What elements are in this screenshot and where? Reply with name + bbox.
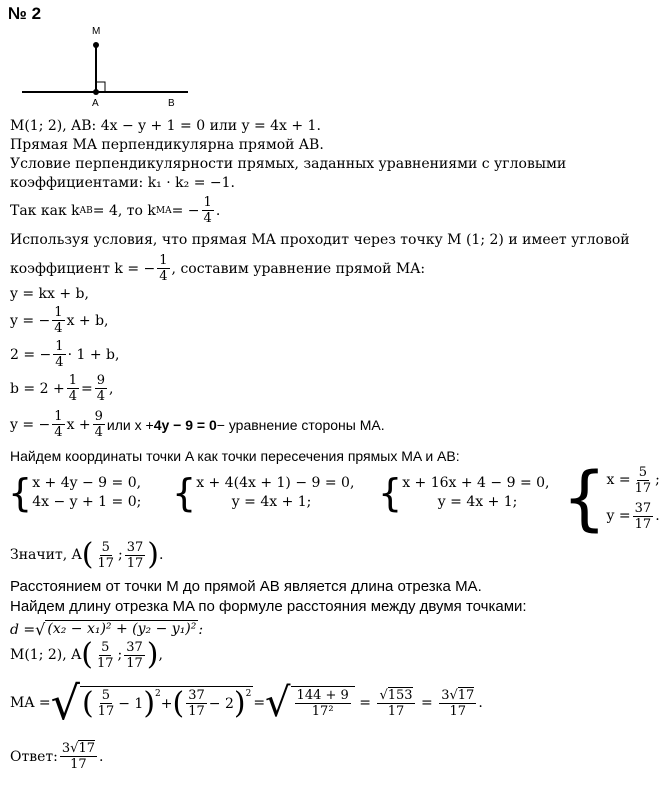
geometry-figure <box>20 20 190 110</box>
point-a-result: Значит, A ( $\frac{5}{17}$ ; $\frac{37}{17}$ ) . <box>10 537 164 572</box>
distance-statement: Расстоянием от точки M до прямой AB является длина отрезка MA. <box>10 578 482 595</box>
eq-final: y = − $\frac{1}{4}$ x + $\frac{9}{4}$ или x + 4y − 9 = 0 − уравнение стороны MA. <box>10 409 385 440</box>
point-a <box>93 89 99 95</box>
point-m <box>93 42 99 48</box>
distance-formula-intro: Найдем длину отрезка MA по формуле расстояния между двумя точками: <box>10 598 527 615</box>
ma-computation: MA = √ ( $\frac{5}{17}$ − 1 ) $^2$ + ( $\frac{37}{17}$ − 2 ) $^2$ = √ $\frac{144 + 9}{\text{17²}}$ = $\frac{√153}{17}$ = $\frac{3√17}{17}$ . <box>10 676 483 730</box>
points-line: M(1; 2), A ( $\frac{5}{17}$ ; $\frac{37}{17}$ ) , <box>10 637 163 672</box>
perpendicular-statement: Прямая MA перпендикулярна прямой AB. <box>10 137 324 153</box>
system-4: { x = $\frac{5}{17}$ ; y = $\frac{37}{17}$ . <box>562 457 660 539</box>
find-coords-line: Найдем координаты точки A как точки пересечения прямых MA и AB: <box>10 448 460 464</box>
slope-line: Так как k AB = 4, то k MA = − $\frac{1}{4}$ . <box>10 195 221 226</box>
given-line: M(1; 2), AB: 4x − y + 1 = 0 или y = 4x + 1. <box>10 118 321 134</box>
using-conditions-line: Используя условия, что прямая MA проходит через точку M (1; 2) и имеет угловой <box>10 232 630 248</box>
condition-line-2: коэффициентами: k₁ · k₂ = −1. <box>10 175 235 191</box>
distance-formula: d = √ (x₂ − x₁)² + (y₂ − y₁)² : <box>10 620 204 639</box>
label-b: B <box>168 98 175 109</box>
eq-point: 2 = − $\frac{1}{4}$ · 1 + b, <box>10 339 120 370</box>
problem-number: № 2 <box>8 4 42 23</box>
answer-line: Ответ: $\frac{3√17}{17}$ . <box>10 741 104 772</box>
eq-b: b = 2 + $\frac{1}{4}$ = $\frac{9}{4}$ , <box>10 373 114 404</box>
eq-general: y = kx + b, <box>10 286 89 302</box>
label-m: M <box>92 26 101 37</box>
condition-line-1: Условие перпендикулярности прямых, заданных уравнениями с угловыми <box>10 156 567 172</box>
system-1: { x + 4y − 9 = 0, 4x − y + 1 = 0; <box>8 471 142 515</box>
system-3: { x + 16x + 4 − 9 = 0, y = 4x + 1; <box>378 471 550 515</box>
coefficient-line: коэффициент k = − $\frac{1}{4}$ , составим уравнение прямой MA: <box>10 253 426 284</box>
label-a: A <box>92 98 99 109</box>
system-2: { x + 4(4x + 1) − 9 = 0, y = 4x + 1; <box>172 471 355 515</box>
eq-substituted: y = − $\frac{1}{4}$ x + b, <box>10 305 109 336</box>
